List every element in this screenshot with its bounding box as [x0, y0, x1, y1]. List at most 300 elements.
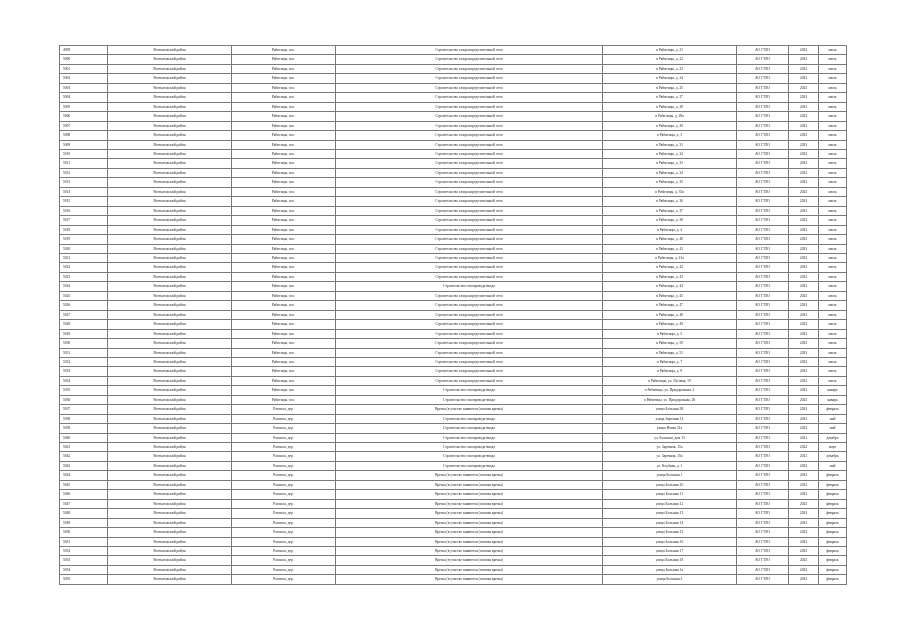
settlement-cell: Раппола, дер.	[232, 518, 336, 527]
work-type-cell: Строительство газораспределительной сети	[336, 102, 603, 111]
work-type-cell: Врезка (в участке заявителя (газовая врезка)	[336, 490, 603, 499]
settlement-cell: Рябитицы, пос.	[232, 235, 336, 244]
organization-cell: АО ГТЛО	[737, 499, 789, 508]
month-cell: июль	[819, 282, 847, 291]
address-cell: п Рябитицы, д. 48	[603, 310, 737, 319]
district-cell: Всеволожский район	[108, 112, 232, 121]
district-cell: Всеволожский район	[108, 490, 232, 499]
address-cell: п Рябитицы, д. 43	[603, 272, 737, 281]
row-number: 5053	[60, 556, 108, 565]
district-cell: Всеволожский район	[108, 348, 232, 357]
work-type-cell: Строительство газораспределительной сети	[336, 178, 603, 187]
month-cell: март	[819, 443, 847, 452]
year-cell: 2021	[789, 452, 819, 461]
settlement-cell: Рябитицы, пос.	[232, 301, 336, 310]
address-cell: улица Большая 14	[603, 518, 737, 527]
month-cell: июль	[819, 216, 847, 225]
work-type-cell: Врезка (в участке заявителя (газовая врезка)	[336, 471, 603, 480]
table-row	[60, 575, 847, 584]
address-cell: п Рябитицы, д. 50	[603, 339, 737, 348]
address-cell: п Рябитицы, д. 45	[603, 291, 737, 300]
month-cell: июль	[819, 376, 847, 385]
address-cell: улица Большая 17	[603, 547, 737, 556]
address-cell: улица Большая 11	[603, 490, 737, 499]
organization-cell: АО ГТЛО	[737, 187, 789, 196]
work-type-cell: Строительство газопровода-ввода	[336, 443, 603, 452]
district-cell: Всеволожский район	[108, 329, 232, 338]
table-row	[60, 263, 847, 272]
district-cell: Всеволожский район	[108, 159, 232, 168]
address-cell: улица Большая 15	[603, 528, 737, 537]
table-row	[60, 235, 847, 244]
organization-cell: АО ГТЛО	[737, 282, 789, 291]
district-cell: Всеволожский район	[108, 480, 232, 489]
address-cell: улица Большая 18	[603, 556, 737, 565]
district-cell: Всеволожский район	[108, 291, 232, 300]
month-cell: январь	[819, 386, 847, 395]
address-cell: п Рябитицы, д. 24	[603, 74, 737, 83]
district-cell: Всеволожский район	[108, 367, 232, 376]
row-number: 5041	[60, 443, 108, 452]
table-row	[60, 376, 847, 385]
district-cell: Всеволожский район	[108, 386, 232, 395]
work-type-cell: Строительство газораспределительной сети	[336, 121, 603, 130]
organization-cell: АО ГТЛО	[737, 225, 789, 234]
organization-cell: АО ГТЛО	[737, 528, 789, 537]
month-cell: июль	[819, 140, 847, 149]
month-cell: декабрь	[819, 433, 847, 442]
year-cell: 2022	[789, 443, 819, 452]
table-row	[60, 168, 847, 177]
district-cell: Всеволожский район	[108, 64, 232, 73]
settlement-cell: Раппола, дер.	[232, 443, 336, 452]
year-cell: 2023	[789, 565, 819, 574]
settlement-cell: Раппола, дер.	[232, 461, 336, 470]
table-row	[60, 490, 847, 499]
table-row	[60, 187, 847, 196]
row-number: 5048	[60, 509, 108, 518]
work-type-cell: Строительство газораспределительной сети	[336, 112, 603, 121]
year-cell: 2023	[789, 339, 819, 348]
row-number: 5044	[60, 471, 108, 480]
settlement-cell: Рябитицы, пос.	[232, 244, 336, 253]
row-number: 5012	[60, 168, 108, 177]
settlement-cell: Рябитицы, пос.	[232, 140, 336, 149]
month-cell: июль	[819, 301, 847, 310]
organization-cell: АО ГТЛО	[737, 149, 789, 158]
table-row	[60, 461, 847, 470]
year-cell: 2023	[789, 187, 819, 196]
settlement-cell: Раппола, дер.	[232, 480, 336, 489]
address-cell: п Рябитицы, д. 33	[603, 159, 737, 168]
organization-cell: АО ГТЛО	[737, 518, 789, 527]
year-cell: 2023	[789, 537, 819, 546]
district-cell: Всеволожский район	[108, 83, 232, 92]
table-row	[60, 386, 847, 395]
row-number: 5018	[60, 225, 108, 234]
table-row	[60, 424, 847, 433]
address-cell: ул. Клубная, д. 1	[603, 461, 737, 470]
organization-cell: АО ГТЛО	[737, 556, 789, 565]
settlement-cell: Рябитицы, пос.	[232, 376, 336, 385]
work-type-cell: Строительство газораспределительной сети	[336, 376, 603, 385]
settlement-cell: Раппола, дер.	[232, 556, 336, 565]
organization-cell: АО ГТЛО	[737, 367, 789, 376]
organization-cell: АО ГТЛО	[737, 490, 789, 499]
settlement-cell: Раппола, дер.	[232, 490, 336, 499]
row-number: 5007	[60, 121, 108, 130]
year-cell: 2023	[789, 206, 819, 215]
row-number: 5035	[60, 386, 108, 395]
row-number: 5002	[60, 74, 108, 83]
row-number: 5027	[60, 310, 108, 319]
work-type-cell: Строительство газопровода-ввода	[336, 461, 603, 470]
month-cell: июль	[819, 178, 847, 187]
row-number: 5015	[60, 197, 108, 206]
row-number: 5047	[60, 499, 108, 508]
table-row	[60, 556, 847, 565]
district-cell: Всеволожский район	[108, 102, 232, 111]
organization-cell: АО ГТЛО	[737, 547, 789, 556]
district-cell: Всеволожский район	[108, 443, 232, 452]
work-type-cell: Строительство газораспределительной сети	[336, 93, 603, 102]
work-type-cell: Строительство газораспределительной сети	[336, 301, 603, 310]
organization-cell: АО ГТЛО	[737, 329, 789, 338]
table-row	[60, 320, 847, 329]
table-row	[60, 537, 847, 546]
organization-cell: АО ГТЛО	[737, 55, 789, 64]
year-cell: 2023	[789, 46, 819, 55]
work-type-cell: Строительство газораспределительной сети	[336, 367, 603, 376]
work-type-cell: Строительство газопровода-ввода	[336, 386, 603, 395]
address-cell: улица Большая 16	[603, 537, 737, 546]
organization-cell: АО ГТЛО	[737, 480, 789, 489]
address-cell: п Рябитицы, д. 41а	[603, 253, 737, 262]
address-cell: п Рябитицы, д. 47	[603, 301, 737, 310]
address-cell: п Рябитицы, д. 7	[603, 357, 737, 366]
address-cell: п Рябитицы, д. 51	[603, 348, 737, 357]
address-cell: п Рябитицы, ул. Придорожная, 2	[603, 386, 737, 395]
organization-cell: АО ГТЛО	[737, 253, 789, 262]
year-cell: 2023	[789, 461, 819, 470]
district-cell: Всеволожский район	[108, 272, 232, 281]
settlement-cell: Рябитицы, пос.	[232, 367, 336, 376]
organization-cell: АО ГТЛО	[737, 395, 789, 404]
district-cell: Всеволожский район	[108, 461, 232, 470]
year-cell: 2023	[789, 263, 819, 272]
month-cell: май	[819, 461, 847, 470]
organization-cell: АО ГТЛО	[737, 301, 789, 310]
settlement-cell: Раппола, дер.	[232, 565, 336, 574]
work-type-cell: Строительство газораспределительной сети	[336, 339, 603, 348]
work-type-cell: Строительство газораспределительной сети	[336, 159, 603, 168]
settlement-cell: Рябитицы, пос.	[232, 102, 336, 111]
settlement-cell: Рябитицы, пос.	[232, 187, 336, 196]
month-cell: июль	[819, 112, 847, 121]
settlement-cell: Раппола, дер.	[232, 405, 336, 414]
month-cell: январь	[819, 395, 847, 404]
work-type-cell: Строительство газораспределительной сети	[336, 197, 603, 206]
organization-cell: АО ГТЛО	[737, 168, 789, 177]
settlement-cell: Рябитицы, пос.	[232, 64, 336, 73]
month-cell: июль	[819, 235, 847, 244]
address-cell: ул. Заречная, 15а	[603, 452, 737, 461]
district-cell: Всеволожский район	[108, 187, 232, 196]
settlement-cell: Рябитицы, пос.	[232, 272, 336, 281]
address-cell: п Рябитицы, д. 44	[603, 282, 737, 291]
work-type-cell: Врезка (в участке заявителя (газовая врезка)	[336, 509, 603, 518]
row-number: 5024	[60, 282, 108, 291]
month-cell: февраль	[819, 405, 847, 414]
district-cell: Всеволожский район	[108, 528, 232, 537]
table-row	[60, 272, 847, 281]
table-row	[60, 282, 847, 291]
work-type-cell: Строительство газопровода-ввода	[336, 282, 603, 291]
organization-cell: АО ГТЛО	[737, 159, 789, 168]
settlement-cell: Раппола, дер.	[232, 433, 336, 442]
work-type-cell: Строительство газораспределительной сети	[336, 206, 603, 215]
table-row	[60, 74, 847, 83]
row-number: 5026	[60, 301, 108, 310]
month-cell: май	[819, 424, 847, 433]
district-cell: Всеволожский район	[108, 197, 232, 206]
district-cell: Всеволожский район	[108, 357, 232, 366]
organization-cell: АО ГТЛО	[737, 235, 789, 244]
address-cell: п Рябитицы, д. 25	[603, 83, 737, 92]
row-number: 5040	[60, 433, 108, 442]
row-number: 5046	[60, 490, 108, 499]
table-row	[60, 348, 847, 357]
settlement-cell: Рябитицы, пос.	[232, 112, 336, 121]
organization-cell: АО ГТЛО	[737, 64, 789, 73]
year-cell: 2023	[789, 414, 819, 423]
organization-cell: АО ГТЛО	[737, 206, 789, 215]
address-cell: п Рябитицы, д. 27	[603, 93, 737, 102]
district-cell: Всеволожский район	[108, 206, 232, 215]
address-cell: п Рябитицы, д. 40	[603, 235, 737, 244]
work-type-cell: Строительство газораспределительной сети	[336, 272, 603, 281]
year-cell: 2023	[789, 93, 819, 102]
settlement-cell: Раппола, дер.	[232, 509, 336, 518]
row-number: 5009	[60, 140, 108, 149]
address-cell: п Рябитицы, д. 9	[603, 367, 737, 376]
year-cell: 2023	[789, 424, 819, 433]
district-cell: Всеволожский район	[108, 168, 232, 177]
address-cell: п Рябитицы, д. 38	[603, 216, 737, 225]
settlement-cell: Рябитицы, пос.	[232, 253, 336, 262]
table-row	[60, 547, 847, 556]
month-cell: декабрь	[819, 452, 847, 461]
month-cell: июль	[819, 64, 847, 73]
year-cell: 2023	[789, 55, 819, 64]
district-cell: Всеволожский район	[108, 121, 232, 130]
settlement-cell: Рябитицы, пос.	[232, 178, 336, 187]
table-row	[60, 197, 847, 206]
district-cell: Всеволожский район	[108, 376, 232, 385]
year-cell: 2023	[789, 282, 819, 291]
row-number: 5042	[60, 452, 108, 461]
address-cell: улица Большая 13	[603, 509, 737, 518]
row-number: 5034	[60, 376, 108, 385]
month-cell: июль	[819, 291, 847, 300]
settlement-cell: Раппола, дер.	[232, 547, 336, 556]
settlement-cell: Рябитицы, пос.	[232, 395, 336, 404]
address-cell: п Рябитицы, д. 31	[603, 140, 737, 149]
month-cell: май	[819, 414, 847, 423]
year-cell: 2023	[789, 272, 819, 281]
address-cell: улица Большая 1	[603, 471, 737, 480]
organization-cell: АО ГТЛО	[737, 509, 789, 518]
row-number: 5028	[60, 320, 108, 329]
settlement-cell: Рябитицы, пос.	[232, 320, 336, 329]
row-number: 5013	[60, 178, 108, 187]
organization-cell: АО ГТЛО	[737, 339, 789, 348]
organization-cell: АО ГТЛО	[737, 348, 789, 357]
month-cell: июль	[819, 225, 847, 234]
month-cell: июль	[819, 168, 847, 177]
work-type-cell: Врезка (в участке заявителя (газовая врезка)	[336, 480, 603, 489]
month-cell: июль	[819, 187, 847, 196]
settlement-cell: Раппола, дер.	[232, 528, 336, 537]
month-cell: февраль	[819, 556, 847, 565]
work-type-cell: Строительство газораспределительной сети	[336, 216, 603, 225]
row-number: 5043	[60, 461, 108, 470]
month-cell: февраль	[819, 547, 847, 556]
organization-cell: АО ГТЛО	[737, 424, 789, 433]
year-cell: 2023	[789, 405, 819, 414]
organization-cell: АО ГТЛО	[737, 376, 789, 385]
work-type-cell: Врезка (в участке заявителя (газовая врезка)	[336, 565, 603, 574]
year-cell: 2023	[789, 64, 819, 73]
address-cell: п Рябитицы, д. 35а	[603, 187, 737, 196]
settlement-cell: Рябитицы, пос.	[232, 159, 336, 168]
year-cell: 2023	[789, 499, 819, 508]
month-cell: июль	[819, 74, 847, 83]
settlement-cell: Рябитицы, пос.	[232, 131, 336, 140]
address-cell: улица Большая 1а	[603, 565, 737, 574]
year-cell: 2023	[789, 225, 819, 234]
district-cell: Всеволожский район	[108, 556, 232, 565]
district-cell: Всеволожский район	[108, 339, 232, 348]
work-type-cell: Строительство газораспределительной сети	[336, 46, 603, 55]
district-cell: Всеволожский район	[108, 537, 232, 546]
year-cell: 2023	[789, 178, 819, 187]
table-row	[60, 452, 847, 461]
work-type-cell: Строительство газораспределительной сети	[336, 348, 603, 357]
table-row	[60, 216, 847, 225]
month-cell: июль	[819, 83, 847, 92]
address-cell: п Рябитицы, д. 21	[603, 46, 737, 55]
address-cell: п Рябитицы, ул. Луговая, 19	[603, 376, 737, 385]
table-row	[60, 528, 847, 537]
row-number: 5023	[60, 272, 108, 281]
year-cell: 2023	[789, 197, 819, 206]
organization-cell: АО ГТЛО	[737, 575, 789, 584]
table-row	[60, 509, 847, 518]
row-number: 5006	[60, 112, 108, 121]
work-type-cell: Строительство газораспределительной сети	[336, 187, 603, 196]
year-cell: 2023	[789, 244, 819, 253]
month-cell: июль	[819, 206, 847, 215]
row-number: 5017	[60, 216, 108, 225]
month-cell: июль	[819, 149, 847, 158]
address-cell: улица Большая 12	[603, 499, 737, 508]
organization-cell: АО ГТЛО	[737, 121, 789, 130]
row-number: 5008	[60, 131, 108, 140]
work-type-cell: Врезка (в участке заявителя (газовая врезка)	[336, 518, 603, 527]
year-cell: 2023	[789, 131, 819, 140]
settlement-cell: Рябитицы, пос.	[232, 55, 336, 64]
work-type-cell: Строительство газопровода-ввода	[336, 452, 603, 461]
row-number: 5020	[60, 244, 108, 253]
year-cell: 2023	[789, 509, 819, 518]
row-number: 5050	[60, 528, 108, 537]
address-cell: п Рябитицы, д. 22	[603, 55, 737, 64]
month-cell: июль	[819, 272, 847, 281]
year-cell: 2023	[789, 253, 819, 262]
month-cell: июль	[819, 329, 847, 338]
settlement-cell: Рябитицы, пос.	[232, 282, 336, 291]
address-cell: ул. Заречная, 15а	[603, 443, 737, 452]
table-row	[60, 357, 847, 366]
work-type-cell: Строительство газораспределительной сети	[336, 83, 603, 92]
work-type-cell: Врезка (в участке заявителя (газовая врезка)	[336, 547, 603, 556]
address-cell: улица Большая 10	[603, 480, 737, 489]
table-row	[60, 471, 847, 480]
settlement-cell: Рябитицы, пос.	[232, 83, 336, 92]
table-row	[60, 253, 847, 262]
row-number: 5005	[60, 102, 108, 111]
work-type-cell: Строительство газопровода-ввода	[336, 395, 603, 404]
district-cell: Всеволожский район	[108, 509, 232, 518]
table-row	[60, 244, 847, 253]
organization-cell: АО ГТЛО	[737, 537, 789, 546]
district-cell: Всеволожский район	[108, 216, 232, 225]
row-number: 5001	[60, 64, 108, 73]
settlement-cell: Рябитицы, пос.	[232, 329, 336, 338]
district-cell: Всеволожский район	[108, 46, 232, 55]
work-type-cell: Врезка (в участке заявителя (газовая врезка)	[336, 537, 603, 546]
year-cell: 2023	[789, 235, 819, 244]
work-type-cell: Врезка (в участке заявителя (газовая врезка)	[336, 556, 603, 565]
organization-cell: АО ГТЛО	[737, 244, 789, 253]
settlement-cell: Раппола, дер.	[232, 471, 336, 480]
settlement-cell: Рябитицы, пос.	[232, 263, 336, 272]
district-cell: Всеволожский район	[108, 263, 232, 272]
row-number: 5054	[60, 565, 108, 574]
address-cell: п Рябитицы, д. 41	[603, 244, 737, 253]
row-number: 5038	[60, 414, 108, 423]
month-cell: июль	[819, 263, 847, 272]
month-cell: июль	[819, 121, 847, 130]
district-cell: Всеволожский район	[108, 149, 232, 158]
organization-cell: АО ГТЛО	[737, 102, 789, 111]
address-cell: п Рябитицы, д. 34	[603, 168, 737, 177]
month-cell: июль	[819, 320, 847, 329]
year-cell: 2023	[789, 575, 819, 584]
row-number: 5004	[60, 93, 108, 102]
address-cell: п Рябитицы, д. 32	[603, 149, 737, 158]
year-cell: 2023	[789, 216, 819, 225]
work-type-cell: Строительство газораспределительной сети	[336, 235, 603, 244]
month-cell: февраль	[819, 528, 847, 537]
table-row	[60, 140, 847, 149]
organization-cell: АО ГТЛО	[737, 471, 789, 480]
month-cell: июль	[819, 93, 847, 102]
year-cell: 2023	[789, 480, 819, 489]
year-cell: 2023	[789, 168, 819, 177]
organization-cell: АО ГТЛО	[737, 197, 789, 206]
